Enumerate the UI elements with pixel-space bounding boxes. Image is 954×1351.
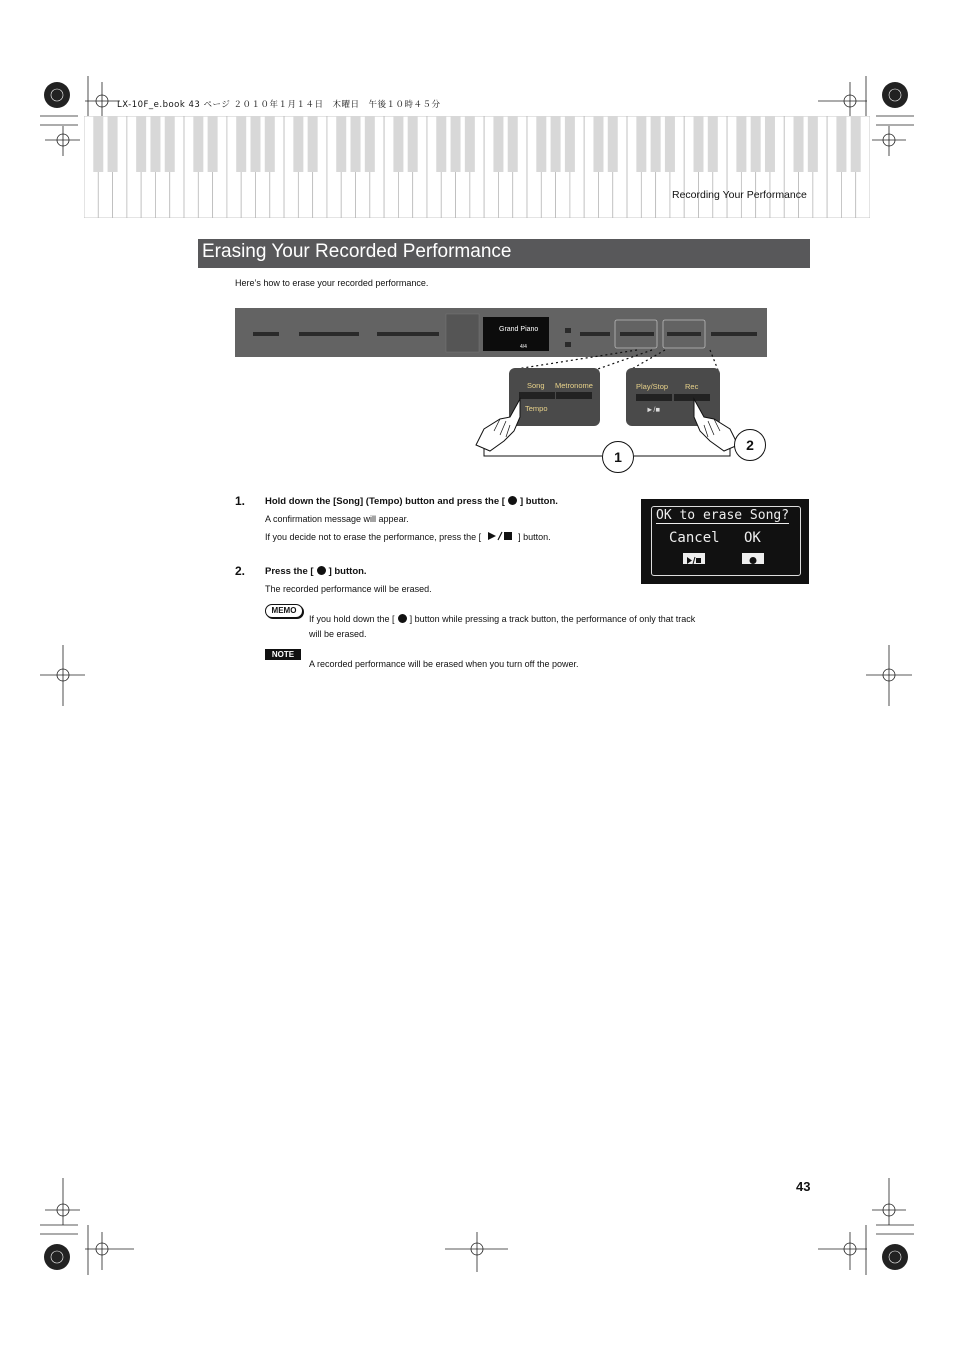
black-key: [293, 116, 303, 172]
metronome-button: [556, 392, 592, 399]
black-key: [365, 116, 375, 172]
callout-number-2: 2: [734, 429, 766, 461]
black-key: [836, 116, 846, 172]
black-key: [451, 116, 461, 172]
step-1-heading: [265, 496, 558, 507]
black-key: [93, 116, 103, 172]
section-title: Erasing Your Recorded Performance: [202, 241, 512, 262]
black-key: [351, 116, 361, 172]
memo-text-line-2: will be erased.: [309, 629, 367, 639]
black-key: [593, 116, 603, 172]
black-key: [751, 116, 761, 172]
rec-dot-icon: [508, 496, 517, 505]
black-key: [636, 116, 646, 172]
rec-dot-icon: [317, 566, 326, 575]
black-key: [108, 116, 118, 172]
book-info: LX-10F_e.book 43 ページ ２０１０年１月１４日 木曜日 午後１０時４５分: [117, 100, 441, 110]
lcd-rec-icon: [742, 553, 764, 564]
black-key: [851, 116, 861, 172]
black-key: [736, 116, 746, 172]
black-key: [765, 116, 775, 172]
note-text: A recorded performance will be erased when you turn off the power.: [309, 659, 579, 669]
black-key: [193, 116, 203, 172]
black-key: [393, 116, 403, 172]
play-stop-button: [636, 394, 672, 401]
rec-dot-icon: [398, 614, 407, 623]
play-stop-symbol: ►/■: [646, 405, 661, 414]
memo-text-after: ] button while pressing a track button, the performance of only that track: [409, 614, 696, 624]
step-2-number: 2.: [235, 564, 246, 578]
memo-badge: MEMO: [265, 604, 303, 618]
black-key: [536, 116, 546, 172]
black-key: [651, 116, 661, 172]
step-2-heading-after: ] button.: [328, 566, 367, 577]
black-key: [265, 116, 275, 172]
intro-text: Here’s how to erase your recorded performance.: [235, 278, 429, 288]
black-key: [150, 116, 160, 172]
black-key: [308, 116, 318, 172]
lcd-ok: OK: [744, 530, 761, 546]
step-2-line-1: The recorded performance will be erased.: [265, 584, 432, 594]
black-key: [665, 116, 675, 172]
black-key: [708, 116, 718, 172]
black-key: [165, 116, 175, 172]
black-key: [208, 116, 218, 172]
black-key: [136, 116, 146, 172]
black-key: [794, 116, 804, 172]
black-key: [694, 116, 704, 172]
black-key: [565, 116, 575, 172]
lcd-screen: [641, 499, 809, 584]
black-key: [236, 116, 246, 172]
keyboard-header-graphic: [84, 116, 870, 218]
play-stop-icon: [486, 531, 514, 541]
callout-number-1: 1: [602, 441, 634, 473]
black-key: [493, 116, 503, 172]
note-badge: NOTE: [265, 649, 301, 660]
black-key: [408, 116, 418, 172]
step-1-line-2-after: ] button.: [518, 532, 551, 542]
section-title-bar: [198, 239, 810, 268]
black-key: [508, 116, 518, 172]
panel-display-text: Grand Piano: [499, 326, 539, 333]
play-stop-label: Play/Stop: [636, 382, 669, 391]
black-key: [336, 116, 346, 172]
panel-display-sub: 4/4: [520, 344, 527, 350]
black-key: [250, 116, 260, 172]
black-key: [436, 116, 446, 172]
step-2-heading-before: Press the [: [265, 566, 314, 577]
lcd-cancel: Cancel: [669, 530, 720, 546]
lcd-question: OK to erase Song?: [656, 508, 790, 523]
step-1-number: 1.: [235, 494, 246, 508]
black-key: [465, 116, 475, 172]
step-1-heading-before: Hold down the [Song] (Tempo) button and press the [: [265, 496, 505, 507]
lcd-play-stop-icon: [683, 553, 705, 564]
memo-text-before: If you hold down the [: [309, 614, 395, 624]
memo-text: [309, 614, 695, 624]
pointing-hand-left-icon: [470, 395, 530, 455]
page-number: 43: [796, 1179, 811, 1194]
step-1-line-2: [265, 531, 551, 542]
black-key: [608, 116, 618, 172]
metronome-label: Metronome: [555, 381, 593, 390]
step-1-line-1: A confirmation message will appear.: [265, 514, 409, 524]
step-1-heading-after: ] button.: [519, 496, 558, 507]
running-head: Recording Your Performance: [672, 189, 807, 201]
step-2-heading: [265, 566, 367, 577]
black-key: [808, 116, 818, 172]
tempo-label: Tempo: [525, 404, 548, 413]
black-key: [551, 116, 561, 172]
rec-label: Rec: [685, 382, 699, 391]
song-label: Song: [527, 381, 545, 390]
step-1-line-2-before: If you decide not to erase the performance, press the [: [265, 532, 482, 542]
